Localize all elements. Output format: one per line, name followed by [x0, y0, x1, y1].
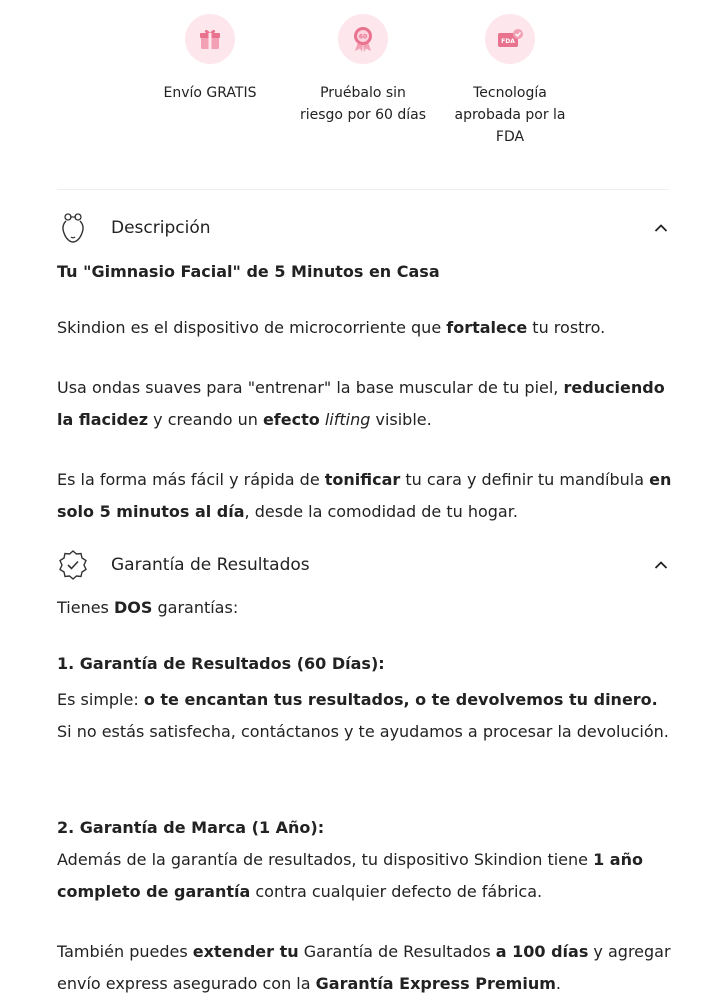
chevron-up-icon[interactable] — [653, 220, 669, 236]
guarantee-1-text: Es simple: o te encantan tus resultados, o te devolvemos tu dinero. Si no estás satisfecha, contáctanos y te ayudamos a procesar la devolución. — [57, 690, 669, 741]
guarantee-extra: También puedes extender tu Garantía de Resultados a 100 días y agregar envío express asegurado con la Garantía Express Premium. — [57, 942, 671, 993]
benefit-badges — [0, 14, 725, 174]
badge-free-shipping — [145, 14, 275, 104]
description-paragraph: Usa ondas suaves para "entrenar" la base muscular de tu piel, reduciendo la flacidez y creando un efecto lifting visible. — [57, 378, 665, 429]
badge-label: Envío GRATIS — [163, 85, 257, 101]
description-subtitle: Tu "Gimnasio Facial" de 5 Minutos en Casa — [57, 262, 440, 281]
svg-text:FDA: FDA — [501, 38, 515, 45]
guarantee-intro: Tienes DOS garantías: — [57, 598, 239, 617]
description-paragraph: Skindion es el dispositivo de microcorriente que fortalece tu rostro. — [57, 318, 606, 337]
fda-icon — [485, 14, 535, 64]
verified-badge-icon — [57, 549, 89, 581]
description-paragraph: Es la forma más fácil y rápida de tonificar tu cara y definir tu mandíbula en solo 5 minutos al día, desde la comodidad de tu hogar. — [57, 470, 672, 521]
divider — [57, 189, 669, 190]
chevron-up-icon[interactable] — [653, 557, 669, 573]
accordion-title: Descripción — [111, 218, 211, 238]
svg-text:60: 60 — [358, 33, 368, 41]
badge-label: Tecnología aprobada por la FDA — [454, 85, 566, 145]
accordion-header-garantia[interactable] — [57, 547, 669, 583]
face-device-icon — [57, 212, 89, 244]
badge-risk-free-trial — [298, 14, 428, 126]
badge-label: Pruébalo sin riesgo por 60 días — [299, 85, 427, 123]
badge-fda-approved — [445, 14, 575, 148]
gift-icon — [185, 14, 235, 64]
accordion-header-descripcion[interactable] — [57, 210, 669, 246]
guarantee-2-title: 2. Garantía de Marca (1 Año): — [57, 818, 325, 837]
guarantee-1-title: 1. Garantía de Resultados (60 Días): — [57, 654, 385, 673]
accordion-title: Garantía de Resultados — [111, 555, 310, 575]
award-ribbon-icon — [338, 14, 388, 64]
guarantee-2-text: Además de la garantía de resultados, tu dispositivo Skindion tiene 1 año completo de garantía contra cualquier defecto de fábrica. — [57, 850, 643, 901]
